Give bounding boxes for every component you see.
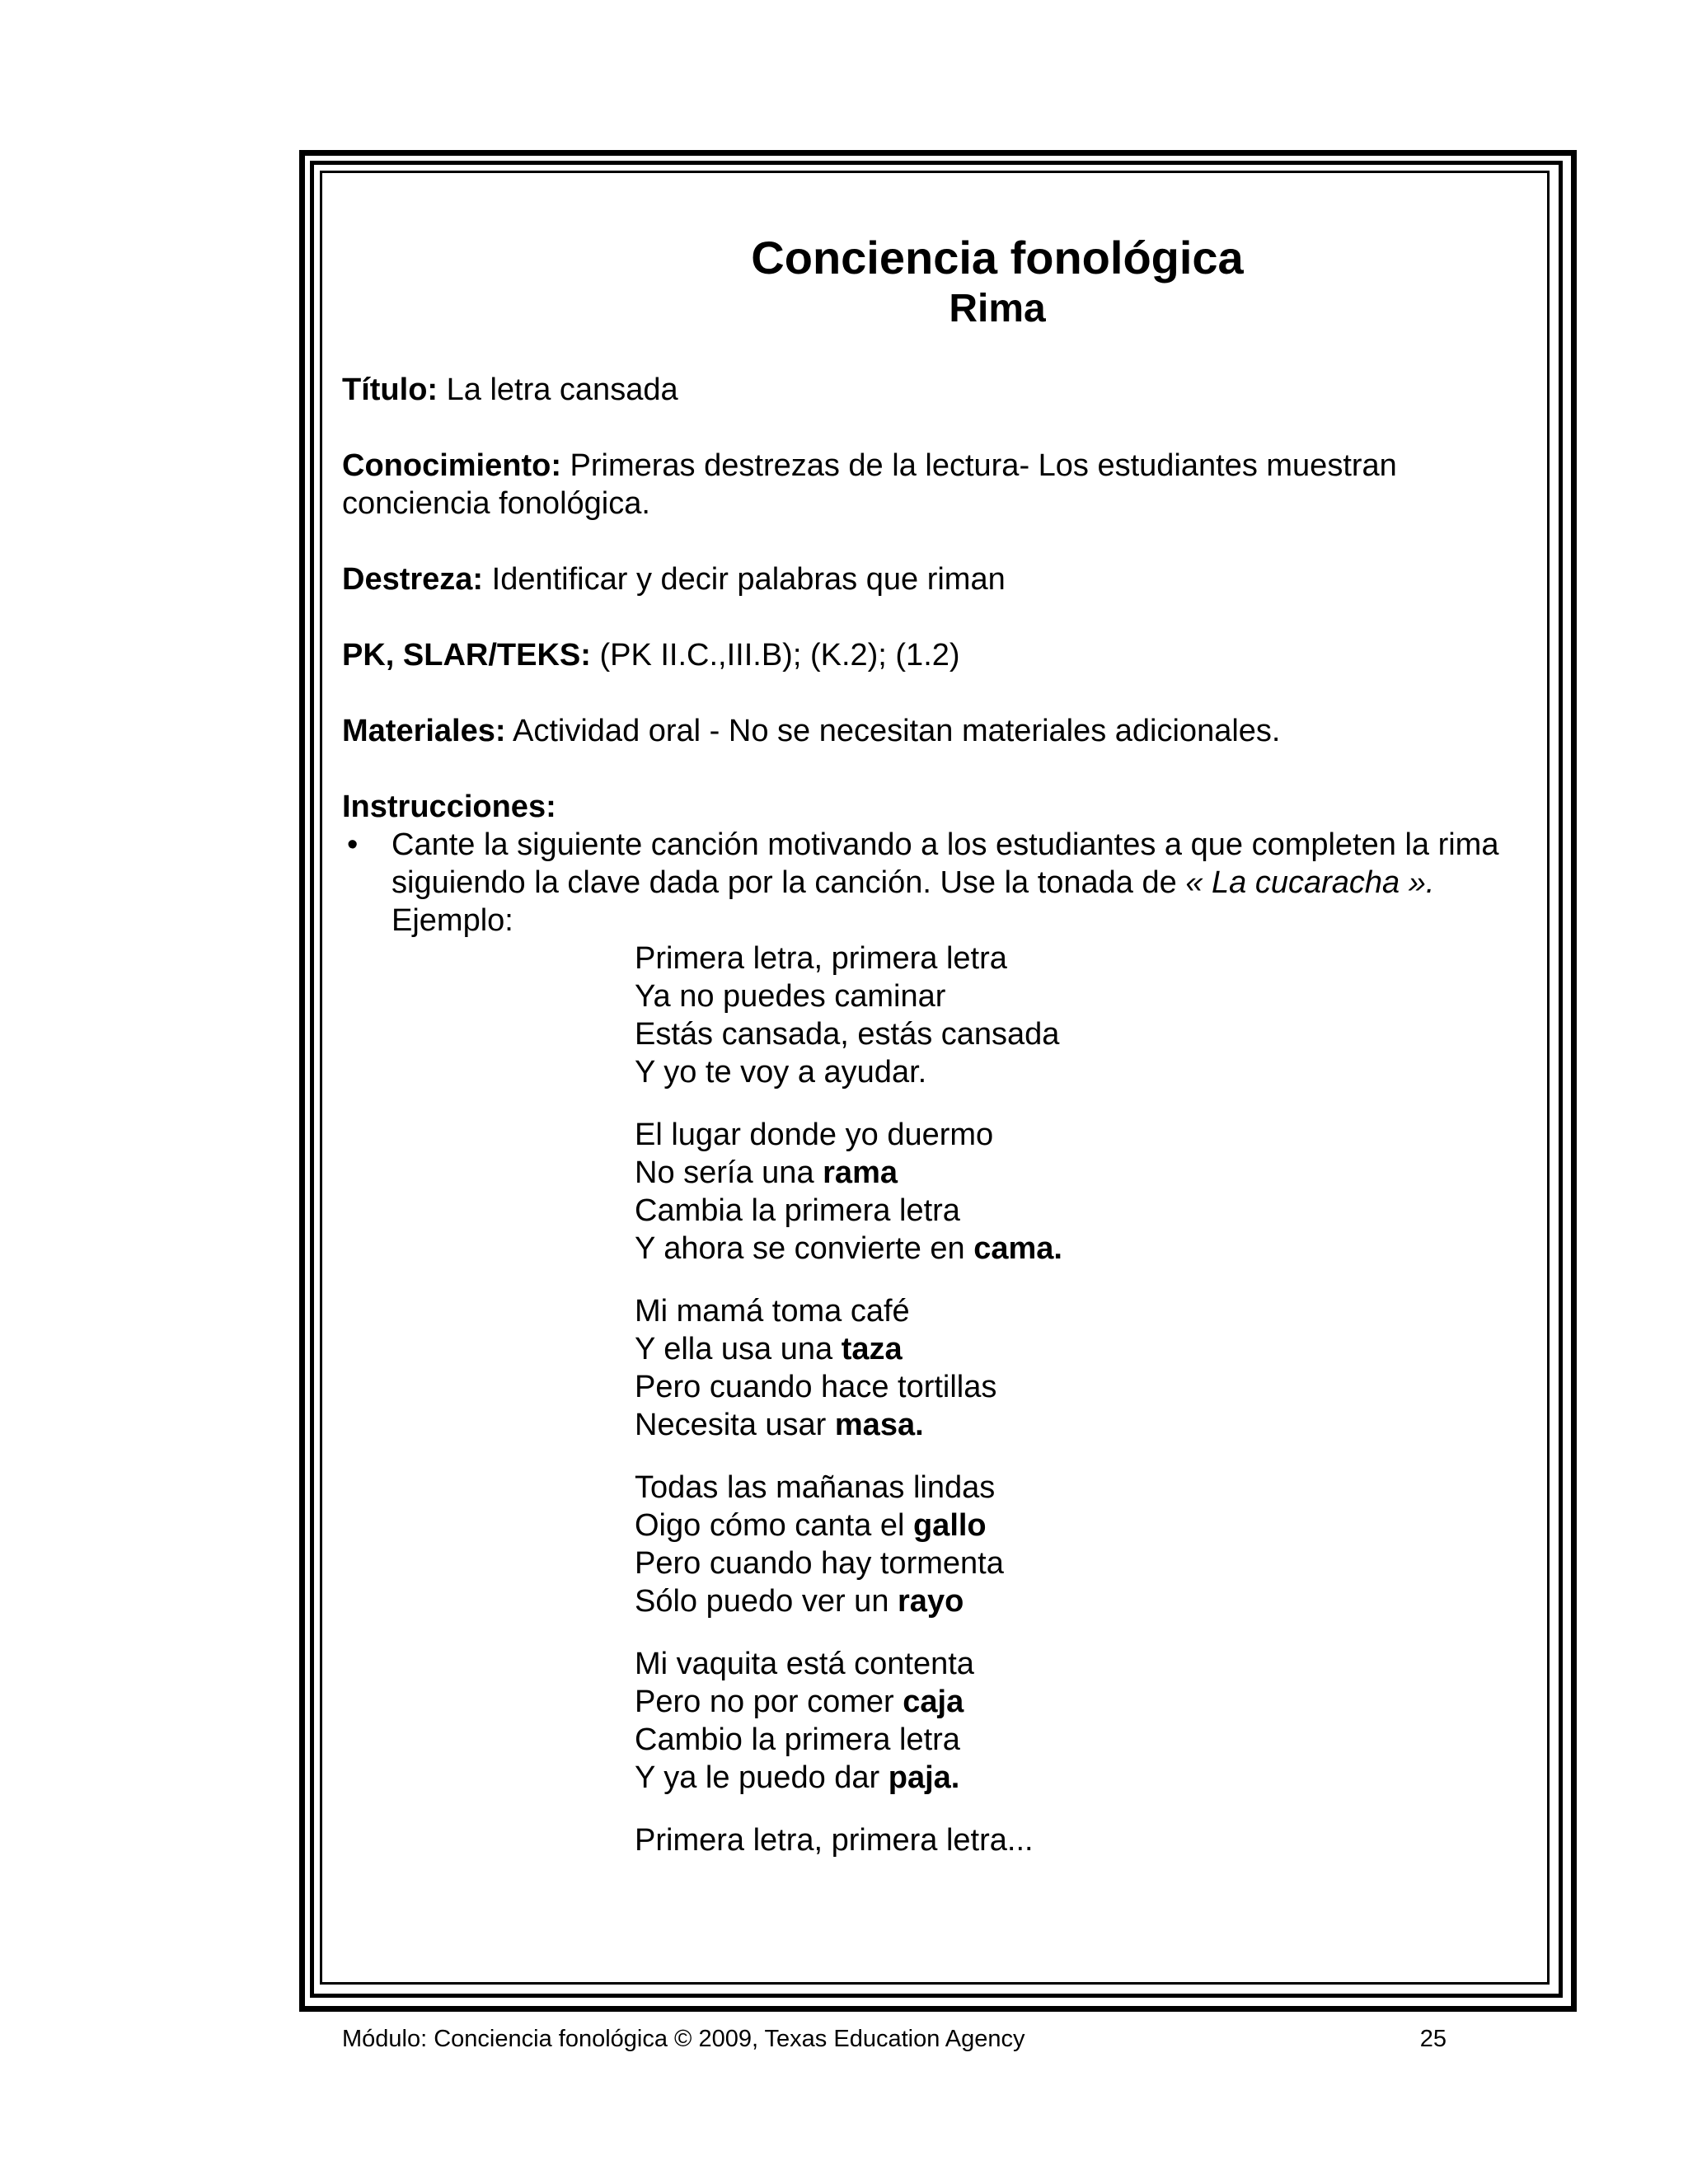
song-line-text: Mi vaquita está contenta <box>635 1647 974 1681</box>
page-subtitle: Rima <box>949 287 1046 330</box>
song-line <box>635 1759 1529 1797</box>
field-label: Materiales: <box>342 714 506 748</box>
song-line-text: Necesita usar <box>635 1408 835 1442</box>
rhyme-word: caja <box>903 1685 964 1719</box>
song-line-text: Sólo puedo ver un <box>635 1584 898 1619</box>
song-line-text: Y ella usa una <box>635 1332 842 1366</box>
rhyme-word: paja. <box>888 1760 960 1795</box>
field-value: Identificar y decir palabras que riman <box>483 562 1006 597</box>
song-stanza <box>635 1469 1529 1620</box>
song-lyrics <box>635 940 1529 1859</box>
song-line <box>635 1230 1529 1268</box>
rhyme-word: taza <box>841 1332 903 1366</box>
song-line <box>635 1582 1529 1620</box>
field-label: Título: <box>342 373 438 407</box>
song-line <box>635 1469 1529 1507</box>
song-line <box>635 1645 1529 1683</box>
song-line-text: Cambio la primera letra <box>635 1722 960 1757</box>
song-line-text: Y yo te voy a ayudar. <box>635 1055 927 1090</box>
rhyme-word: cama. <box>973 1231 1062 1266</box>
song-line-text: No sería una <box>635 1155 823 1190</box>
field-value: Primeras destrezas de la lectura- Los estudiantes muestran conciencia fonológica. <box>342 448 1397 521</box>
song-line <box>635 1015 1529 1053</box>
song-line-text: Ya no puedes caminar <box>635 979 946 1014</box>
song-line <box>635 940 1529 977</box>
song-line-text: Pero cuando hace tortillas <box>635 1370 997 1404</box>
field-conocimiento <box>342 447 1529 523</box>
song-line-text: Primera letra, primera letra <box>635 941 1007 976</box>
song-line-text: Todas las mañanas lindas <box>635 1470 996 1505</box>
footer-credit: Módulo: Conciencia fonológica © 2009, Texas Education Agency <box>342 2026 1025 2052</box>
field-materiales <box>342 712 1529 750</box>
instruction-text-end: Ejemplo: <box>392 903 513 938</box>
song-line <box>635 1192 1529 1230</box>
song-line-text: Pero no por comer <box>635 1685 903 1719</box>
rhyme-word: rama <box>823 1155 898 1190</box>
song-line <box>635 1154 1529 1192</box>
bullet-icon: • <box>347 827 359 862</box>
song-line-text: Pero cuando hay tormenta <box>635 1546 1004 1581</box>
song-line <box>635 1292 1529 1330</box>
song-line <box>635 1330 1529 1368</box>
song-line <box>635 1116 1529 1154</box>
field-value: (PK II.C.,III.B); (K.2); (1.2) <box>590 638 960 673</box>
page-title: Conciencia fonológica <box>751 232 1244 284</box>
field-titulo <box>342 371 1529 409</box>
field-label: Instrucciones: <box>342 790 556 824</box>
instruction-item <box>342 826 1529 940</box>
field-teks <box>342 636 1529 674</box>
song-line <box>635 1053 1529 1091</box>
song-stanza <box>635 1116 1529 1268</box>
song-line-text: Y ya le puedo dar <box>635 1760 889 1795</box>
field-label: Destreza: <box>342 562 484 597</box>
song-line <box>635 977 1529 1015</box>
song-line-text: Cambia la primera letra <box>635 1193 960 1228</box>
page-number: 25 <box>1419 2026 1447 2052</box>
song-line-text: El lugar donde yo duermo <box>635 1118 994 1152</box>
song-stanza <box>635 1645 1529 1797</box>
song-stanza <box>635 940 1529 1091</box>
song-line-text: Y ahora se convierte en <box>635 1231 974 1266</box>
song-line <box>635 1721 1529 1759</box>
instruction-text: Cante la siguiente canción motivando a los estudiantes a que completen la rima siguiendo la clave dada por la canción. Use la tonada de <box>392 827 1499 900</box>
document-body <box>342 232 1529 1884</box>
song-line <box>635 1544 1529 1582</box>
song-line-text: Mi mamá toma café <box>635 1294 910 1329</box>
song-line <box>635 1507 1529 1544</box>
song-line <box>635 1821 1529 1859</box>
field-value: Actividad oral - No se necesitan materiales adicionales. <box>505 714 1281 748</box>
song-line <box>635 1368 1529 1406</box>
instruction-song-title: « La cucaracha ». <box>1185 865 1435 900</box>
song-line-text: Oigo cómo canta el <box>635 1508 913 1543</box>
rhyme-word: rayo <box>898 1584 964 1619</box>
song-line <box>635 1683 1529 1721</box>
field-label: PK, SLAR/TEKS: <box>342 638 591 673</box>
rhyme-word: masa. <box>834 1408 924 1442</box>
field-instrucciones <box>342 788 1529 826</box>
field-label: Conocimiento: <box>342 448 561 483</box>
field-destreza <box>342 560 1529 598</box>
song-stanza <box>635 1292 1529 1444</box>
field-value: La letra cansada <box>438 373 678 407</box>
rhyme-word: gallo <box>912 1508 987 1543</box>
page-footer <box>342 2025 1447 2053</box>
song-line <box>635 1406 1529 1444</box>
song-line-text: Primera letra, primera letra... <box>635 1823 1034 1858</box>
song-stanza <box>635 1821 1529 1859</box>
song-line-text: Estás cansada, estás cansada <box>635 1017 1060 1052</box>
